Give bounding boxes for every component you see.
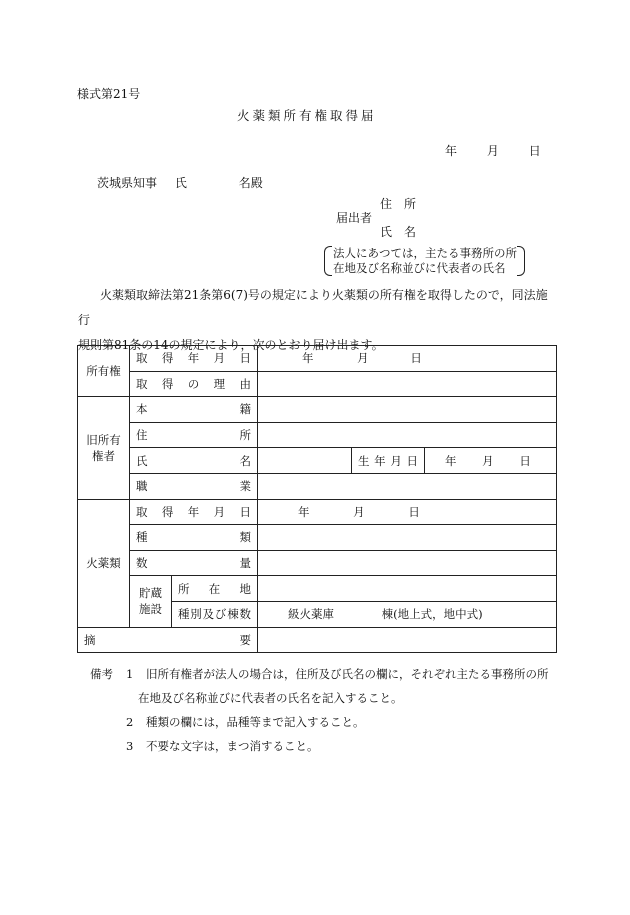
table-row xyxy=(78,371,557,397)
former-owner-domicile-label: 本籍 xyxy=(130,397,258,423)
ownership-section-label: 所有権 xyxy=(78,346,130,397)
former-owner-birth-label: 生年月日 xyxy=(352,448,425,474)
storage-type-count-value[interactable] xyxy=(258,601,557,627)
corporate-note xyxy=(324,246,525,276)
grade-magazine-text: 級火薬庫 xyxy=(288,607,334,622)
storage-location-value[interactable] xyxy=(258,576,557,602)
former-owner-address-label: 住所 xyxy=(130,422,258,448)
remarks-heading: 備考 xyxy=(90,667,113,681)
former-owner-birth-value[interactable]: 年 月 日 xyxy=(425,448,557,474)
addressee xyxy=(97,177,263,189)
storage-type-count-label: 種別及び棟数 xyxy=(172,601,258,627)
form-table xyxy=(77,345,557,653)
former-owner-occupation-label: 職業 xyxy=(130,473,258,499)
storage-location-label: 所在地 xyxy=(172,576,258,602)
former-owner-occupation-value[interactable] xyxy=(258,473,557,499)
table-row xyxy=(78,473,557,499)
explosives-section-label: 火薬類 xyxy=(78,499,130,627)
explosives-quantity-value[interactable] xyxy=(258,550,557,576)
former-owner-section-label: 旧所有 権者 xyxy=(78,397,130,499)
table-row xyxy=(78,576,557,602)
table-row xyxy=(78,550,557,576)
applicant-label: 届出者 xyxy=(336,211,373,225)
explosives-quantity-label: 数量 xyxy=(130,550,258,576)
former-owner-name-value[interactable] xyxy=(258,448,352,474)
table-row xyxy=(78,448,557,474)
addressee-prefix: 茨城県知事 xyxy=(97,176,158,190)
applicant-address-label: 住所 xyxy=(380,197,429,211)
remarks-item: 備考 1 旧所有権者が法人の場合は，住所及び氏名の欄に，それぞれ主たる事務所の所 xyxy=(90,662,549,686)
corporate-note-line2: 在地及び名称並びに代表者の氏名 xyxy=(333,261,506,275)
ownership-acq-reason-value[interactable] xyxy=(258,371,557,397)
date-day: 日 xyxy=(528,144,541,158)
date-month: 月 xyxy=(486,144,499,158)
remarks-item-continuation: 在地及び名称並びに代表者の氏名を記入すること。 xyxy=(138,691,403,705)
former-owner-name-label: 氏名 xyxy=(130,448,258,474)
table-row xyxy=(78,525,557,551)
form-number: 様式第21号 xyxy=(77,87,141,101)
former-owner-address-value[interactable] xyxy=(258,422,557,448)
table-row xyxy=(78,627,557,653)
building-type-text: 棟(地上式，地中式) xyxy=(381,607,483,622)
ownership-acq-reason-label: 取得の理由 xyxy=(130,371,258,397)
ownership-acq-date-label: 取得年月日 xyxy=(130,346,258,372)
explosives-kind-label: 種類 xyxy=(130,525,258,551)
remarks xyxy=(90,662,549,758)
table-row xyxy=(78,346,557,372)
applicant-name-label: 氏名 xyxy=(380,225,429,239)
remarks-item: 2 種類の欄には，品種等まで記入すること。 xyxy=(126,715,365,729)
date-year: 年 xyxy=(445,144,458,158)
summary-value[interactable] xyxy=(258,627,557,653)
table-row xyxy=(78,397,557,423)
explosives-acq-date-label: 取得年月日 xyxy=(130,499,258,525)
corporate-note-line1: 法人にあつては，主たる事務所の所 xyxy=(333,246,517,260)
remarks-item: 3 不要な文字は，まつ消すること。 xyxy=(126,739,319,753)
submission-date xyxy=(445,145,567,157)
table-row xyxy=(78,422,557,448)
ownership-acq-date-value[interactable]: 年 月 日 xyxy=(258,346,557,372)
table-row xyxy=(78,499,557,525)
addressee-mei: 名殿 xyxy=(238,176,263,190)
addressee-shi: 氏 xyxy=(174,176,187,190)
body-text-line2: 規則第81条の14の規定により，次のとおり届け出ます。 xyxy=(78,338,384,352)
form-title: 火薬類所有権取得届 xyxy=(237,108,377,123)
former-owner-domicile-value[interactable] xyxy=(258,397,557,423)
explosives-acq-date-value[interactable]: 年 月 日 xyxy=(258,499,557,525)
storage-facility-label: 貯蔵 施設 xyxy=(130,576,172,627)
summary-label: 摘要 xyxy=(78,627,258,653)
body-text-line1: 火薬類取締法第21条第6(7)号の規定により火薬類の所有権を取得したので，同法施行 xyxy=(78,288,548,327)
explosives-kind-value[interactable] xyxy=(258,525,557,551)
